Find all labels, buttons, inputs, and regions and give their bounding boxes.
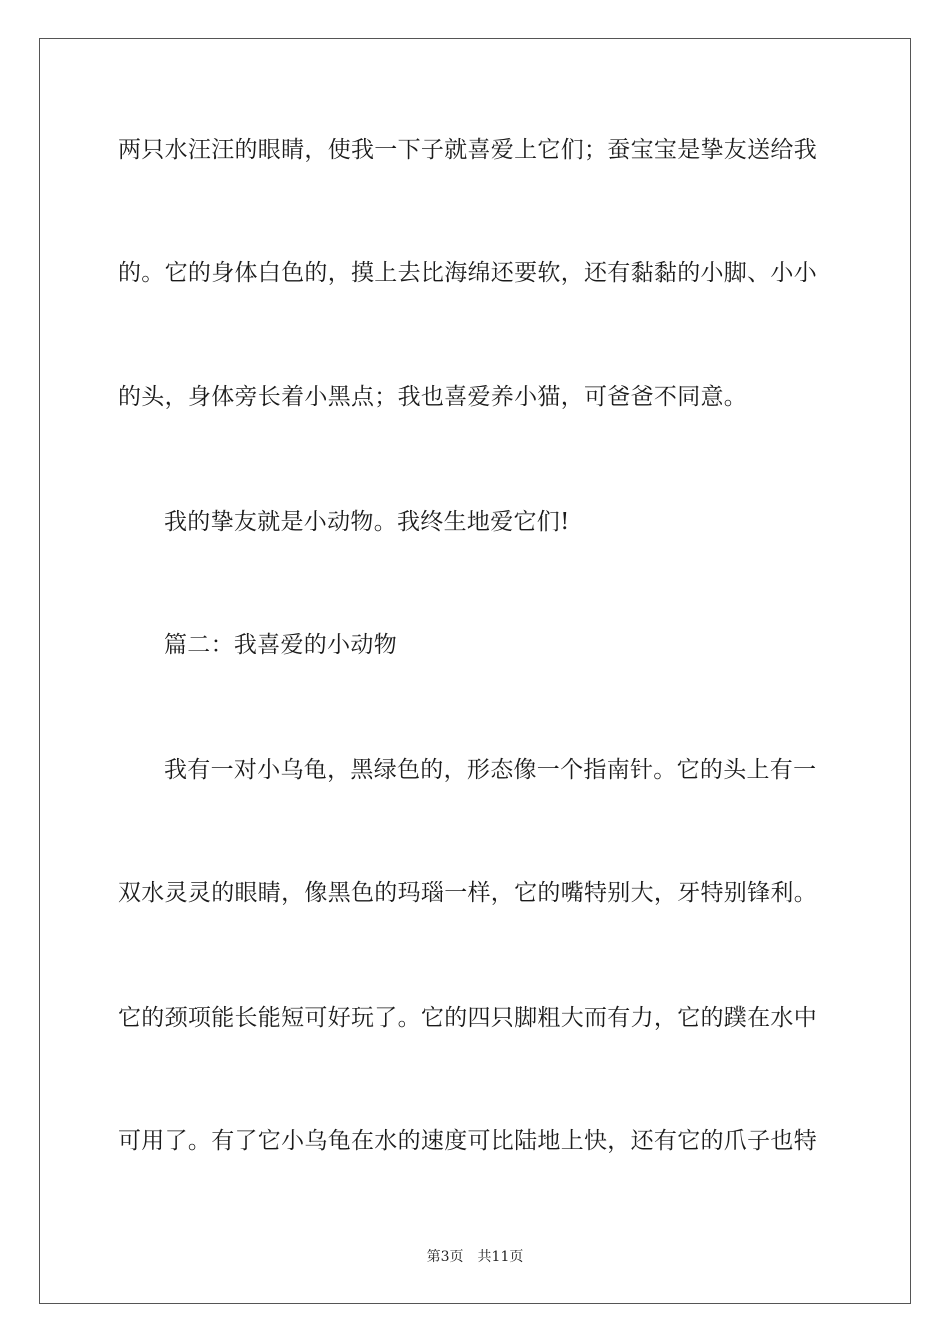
body-text-line: 双水灵灵的眼睛，像黑色的玛瑙一样，它的嘴特别大，牙特别锋利。: [118, 880, 817, 906]
body-text-line: 的头，身体旁长着小黑点；我也喜爱养小猫，可爸爸不同意。: [118, 384, 748, 410]
body-text-line: 我的挚友就是小动物。我终生地爱它们!: [164, 509, 570, 535]
body-text-line: 它的颈项能长能短可好玩了。它的四只脚粗大而有力，它的蹼在水中: [118, 1005, 817, 1031]
body-text-line: 的。它的身体白色的，摸上去比海绵还要软，还有黏黏的小脚、小小: [118, 260, 817, 286]
page-border: [39, 38, 911, 1304]
body-text-line: 我有一对小乌龟，黑绿色的，形态像一个指南针。它的头上有一: [164, 757, 817, 783]
current-page-number: 第3页: [426, 1249, 464, 1265]
body-text-line: 两只水汪汪的眼睛，使我一下子就喜爱上它们；蚕宝宝是挚友送给我: [118, 137, 817, 163]
section-heading: 篇二：我喜爱的小动物: [164, 632, 397, 658]
body-text-line: 可用了。有了它小乌龟在水的速度可比陆地上快，还有它的爪子也特: [118, 1128, 817, 1154]
page-footer: [0, 1248, 950, 1266]
total-page-count: 共11页: [477, 1249, 524, 1265]
